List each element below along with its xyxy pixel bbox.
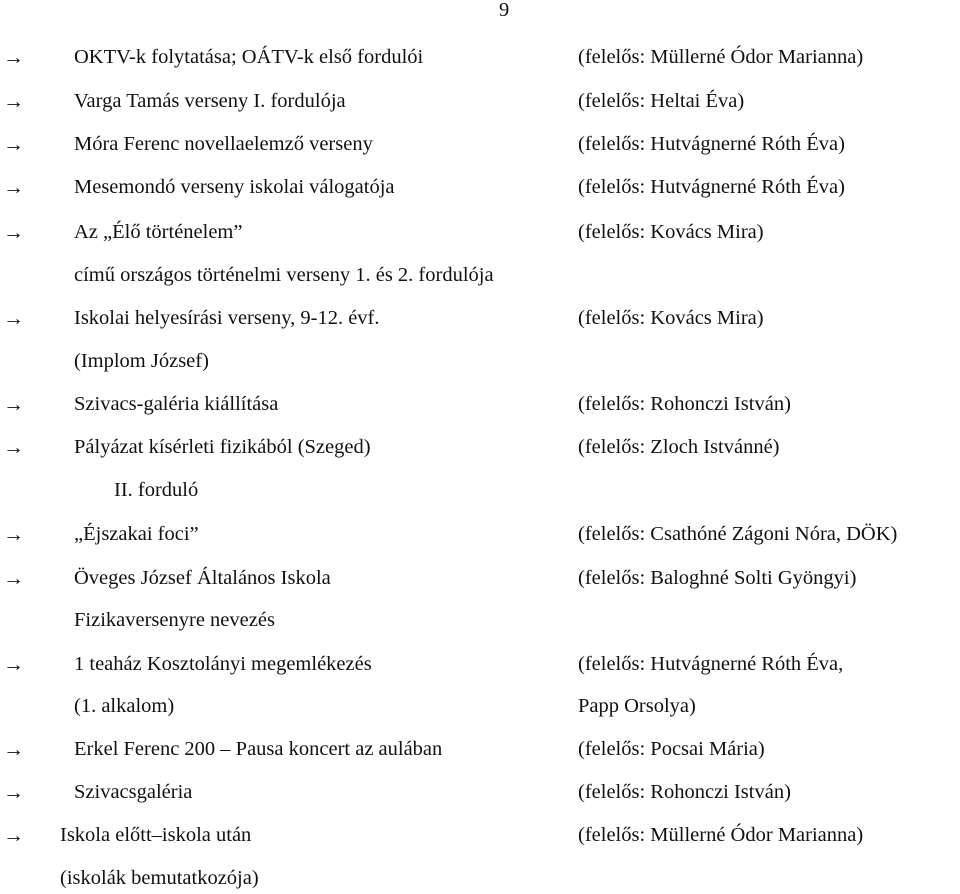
event-title: Az „Élő történelem” — [74, 221, 243, 243]
arrow-right-icon: → — [3, 435, 24, 459]
event-title: Szivacs-galéria kiállítása — [74, 393, 279, 415]
event-title: „Éjszakai foci” — [74, 523, 199, 545]
responsible-person: (felelős: Kovács Mira) — [578, 221, 764, 243]
arrow-right-icon: → — [3, 220, 24, 244]
responsible-person: (felelős: Heltai Éva) — [578, 90, 745, 112]
list-row — [0, 779, 960, 805]
event-title: Pályázat kísérleti fizikából (Szeged) — [74, 436, 371, 458]
list-row — [0, 693, 960, 719]
event-title: Fizikaversenyre nevezés — [74, 609, 275, 631]
responsible-person: (felelős: Hutvágnerné Róth Éva, — [578, 653, 844, 675]
responsible-person: (felelős: Baloghné Solti Gyöngyi) — [578, 567, 857, 589]
list-row — [0, 477, 960, 503]
list-row — [0, 565, 960, 591]
event-title: OKTV-k folytatása; OÁTV-k első fordulói — [74, 46, 424, 68]
list-row — [0, 651, 960, 677]
list-row — [0, 865, 960, 891]
event-title: Öveges József Általános Iskola — [74, 567, 331, 589]
arrow-right-icon: → — [3, 522, 24, 546]
list-row — [0, 174, 960, 200]
arrow-right-icon: → — [3, 175, 24, 199]
event-title: Erkel Ferenc 200 – Pausa koncert az aulában — [74, 738, 443, 760]
responsible-person: (felelős: Pocsai Mária) — [578, 738, 765, 760]
responsible-person: (felelős: Rohonczi István) — [578, 393, 791, 415]
event-title: II. forduló — [114, 479, 199, 501]
event-title: 1 teaház Kosztolányi megemlékezés — [74, 653, 372, 675]
event-title: Mesemondó verseny iskolai válogatója — [74, 176, 395, 198]
event-title: című országos történelmi verseny 1. és 2. fordulója — [74, 264, 494, 286]
list-row — [0, 88, 960, 114]
responsible-person: (felelős: Müllerné Ódor Marianna) — [578, 824, 864, 846]
arrow-right-icon: → — [3, 89, 24, 113]
event-title: Iskolai helyesírási verseny, 9-12. évf. — [74, 307, 380, 329]
event-title: Varga Tamás verseny I. fordulója — [74, 90, 346, 112]
arrow-right-icon: → — [3, 45, 24, 69]
arrow-right-icon: → — [3, 780, 24, 804]
arrow-right-icon: → — [3, 737, 24, 761]
list-row — [0, 391, 960, 417]
event-title: (Implom József) — [74, 350, 209, 372]
responsible-person: (felelős: Hutvágnerné Róth Éva) — [578, 133, 845, 155]
responsible-person: Papp Orsolya) — [578, 695, 696, 717]
list-row — [0, 607, 960, 633]
list-row — [0, 521, 960, 547]
responsible-person: (felelős: Kovács Mira) — [578, 307, 764, 329]
arrow-right-icon: → — [3, 392, 24, 416]
responsible-person: (felelős: Hutvágnerné Róth Éva) — [578, 176, 845, 198]
list-row — [0, 348, 960, 374]
list-row — [0, 822, 960, 848]
responsible-person: (felelős: Rohonczi István) — [578, 781, 791, 803]
responsible-person: (felelős: Csathóné Zágoni Nóra, DÖK) — [578, 523, 898, 545]
list-row — [0, 219, 960, 245]
arrow-right-icon: → — [3, 566, 24, 590]
event-title: Iskola előtt–iskola után — [60, 824, 252, 846]
page-number: 9 — [499, 0, 510, 21]
list-row — [0, 44, 960, 70]
arrow-right-icon: → — [3, 823, 24, 847]
arrow-right-icon: → — [3, 306, 24, 330]
arrow-right-icon: → — [3, 652, 24, 676]
list-row — [0, 262, 960, 288]
event-title: (1. alkalom) — [74, 695, 175, 717]
arrow-right-icon: → — [3, 132, 24, 156]
event-title: Móra Ferenc novellaelemző verseny — [74, 133, 373, 155]
event-title: Szivacsgaléria — [74, 781, 193, 803]
list-row — [0, 434, 960, 460]
responsible-person: (felelős: Müllerné Ódor Marianna) — [578, 46, 864, 68]
list-row — [0, 131, 960, 157]
list-row — [0, 305, 960, 331]
responsible-person: (felelős: Zloch Istvánné) — [578, 436, 780, 458]
list-row — [0, 736, 960, 762]
event-title: (iskolák bemutatkozója) — [60, 867, 259, 889]
